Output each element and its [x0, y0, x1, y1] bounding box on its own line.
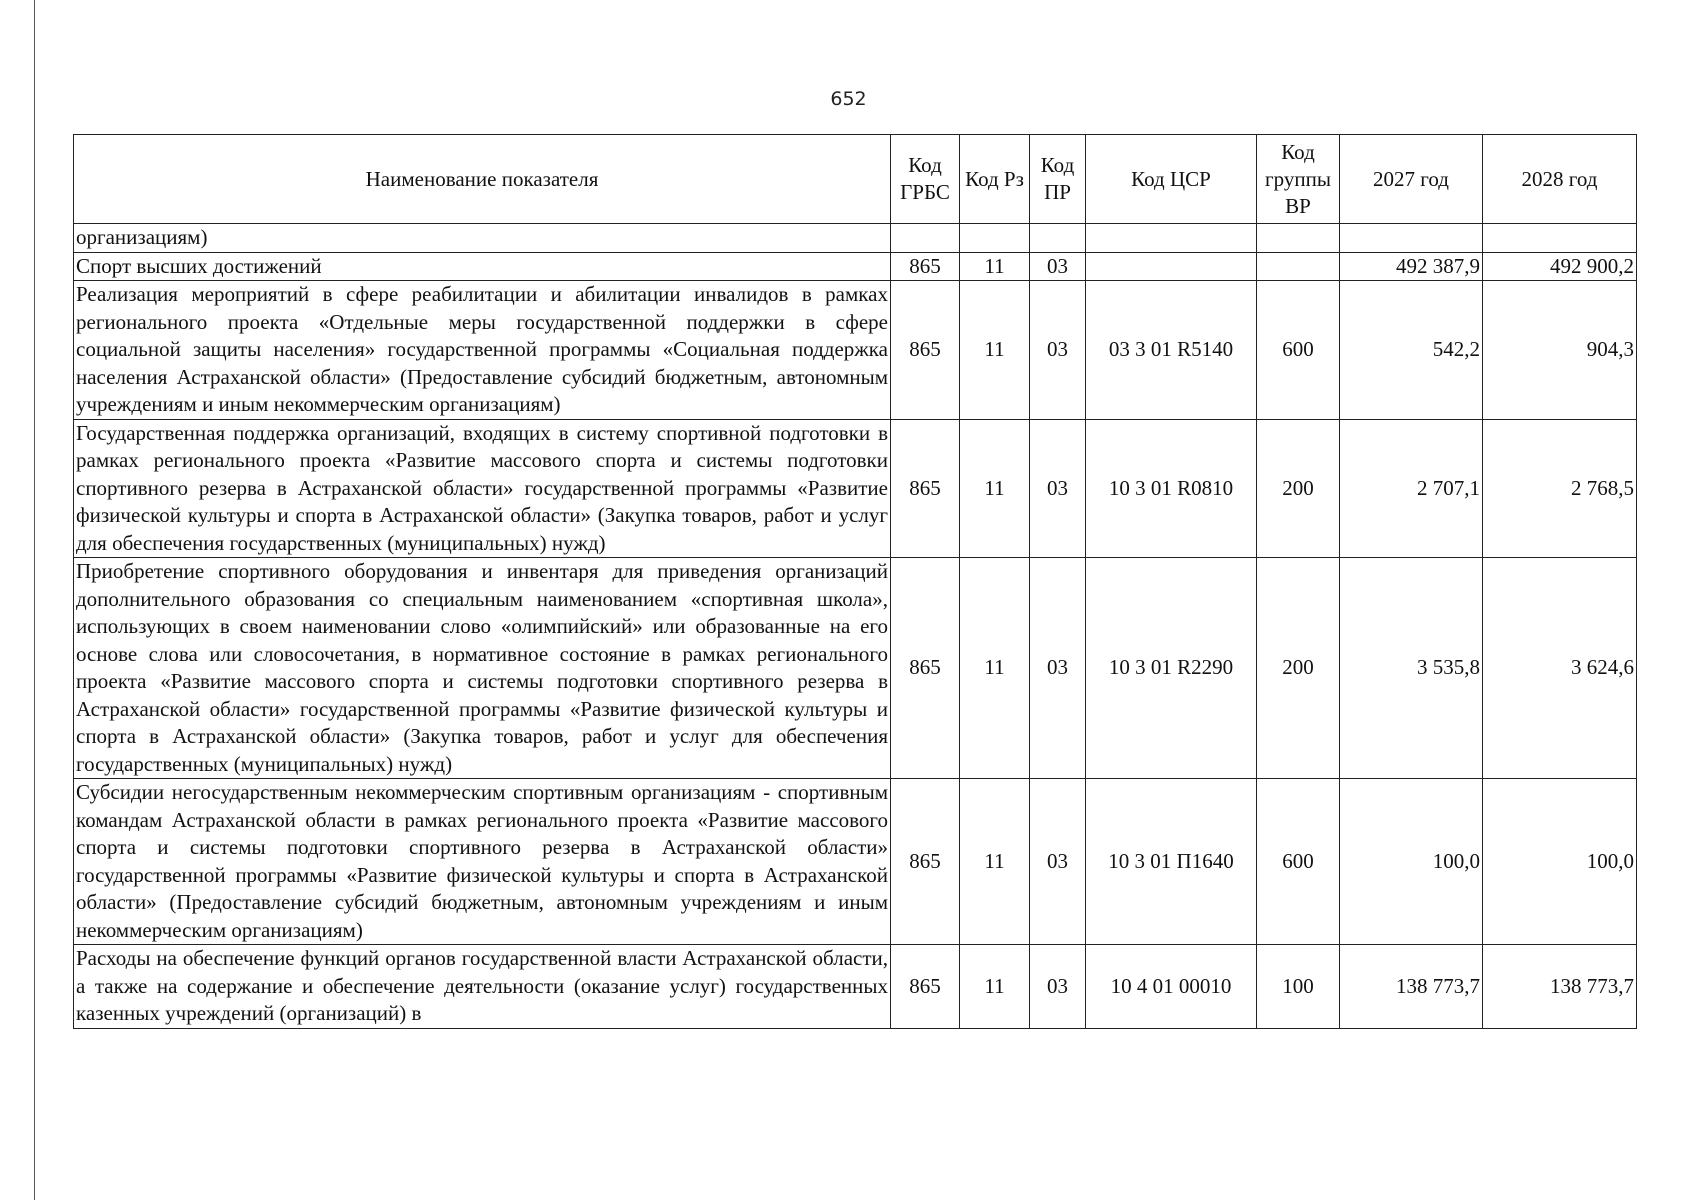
row-vr: 200 — [1257, 419, 1340, 558]
row-csr — [1086, 252, 1257, 281]
row-vr: 600 — [1257, 779, 1340, 945]
row-2028: 2 768,5 — [1483, 419, 1637, 558]
row-name: Субсидии негосударственным некоммерческим спортивным организациям - спортивным командам Астраханской области в рамках регионального проекта «Развитие массового спорта и системы подготовки спортивного резерва в Астраханской области» государственной программы «Развитие физической культуры и спорта в Астраханской области» (Предоставление субсидий бюджетным, автономным учреждениям и иным некоммерческим организациям) — [74, 779, 891, 945]
row-vr: 100 — [1257, 945, 1340, 1029]
row-rz — [960, 224, 1030, 253]
row-name: Реализация мероприятий в сфере реабилитации и абилитации инвалидов в рамках регионального проекта «Отдельные меры государственной поддержки в сфере социальной защиты населения» государственной программы «Социальная поддержка населения Астраханской области» (Предоставление субсидий бюджетным, автономным учреждениям и иным некоммерческим организациям) — [74, 281, 891, 420]
row-csr: 10 3 01 П1640 — [1086, 779, 1257, 945]
table-row — [74, 281, 1637, 420]
row-vr: 600 — [1257, 281, 1340, 420]
header-vr: Код группы ВР — [1257, 135, 1340, 224]
row-grbs: 865 — [891, 419, 960, 558]
row-grbs: 865 — [891, 281, 960, 420]
row-csr: 10 4 01 00010 — [1086, 945, 1257, 1029]
row-2027: 542,2 — [1340, 281, 1483, 420]
header-2027: 2027 год — [1340, 135, 1483, 224]
row-name: Расходы на обеспечение функций органов государственной власти Астраханской области, а также на содержание и обеспечение деятельности (оказание услуг) государственных казенных учреждений (организаций) в — [74, 945, 891, 1029]
header-rz: Код Рз — [960, 135, 1030, 224]
row-csr — [1086, 224, 1257, 253]
row-name: Спорт высших достижений — [74, 252, 891, 281]
row-2028: 100,0 — [1483, 779, 1637, 945]
row-pr: 03 — [1030, 281, 1086, 420]
row-csr: 03 3 01 R5140 — [1086, 281, 1257, 420]
row-grbs: 865 — [891, 779, 960, 945]
row-pr: 03 — [1030, 945, 1086, 1029]
row-pr: 03 — [1030, 779, 1086, 945]
header-grbs: Код ГРБС — [891, 135, 960, 224]
row-vr — [1257, 252, 1340, 281]
row-2028: 3 624,6 — [1483, 558, 1637, 779]
header-name: Наименование показателя — [74, 135, 891, 224]
row-rz: 11 — [960, 779, 1030, 945]
row-2027: 492 387,9 — [1340, 252, 1483, 281]
table-row — [74, 779, 1637, 945]
header-pr: Код ПР — [1030, 135, 1086, 224]
row-csr: 10 3 01 R2290 — [1086, 558, 1257, 779]
row-rz: 11 — [960, 558, 1030, 779]
row-pr: 03 — [1030, 252, 1086, 281]
row-grbs: 865 — [891, 945, 960, 1029]
row-rz: 11 — [960, 945, 1030, 1029]
budget-table — [73, 134, 1637, 1029]
row-grbs: 865 — [891, 252, 960, 281]
row-2028: 492 900,2 — [1483, 252, 1637, 281]
row-2027 — [1340, 224, 1483, 253]
row-2027: 2 707,1 — [1340, 419, 1483, 558]
row-csr: 10 3 01 R0810 — [1086, 419, 1257, 558]
table-row — [74, 252, 1637, 281]
header-csr: Код ЦСР — [1086, 135, 1257, 224]
row-2028 — [1483, 224, 1637, 253]
row-rz: 11 — [960, 252, 1030, 281]
row-name: Государственная поддержка организаций, входящих в систему спортивной подготовки в рамках регионального проекта «Развитие массового спорта и системы подготовки спортивного резерва в Астраханской области» государственной программы «Развитие физической культуры и спорта в Астраханской области» (Закупка товаров, работ и услуг для обеспечения государственных (муниципальных) нужд) — [74, 419, 891, 558]
page-number: 652 — [830, 88, 867, 110]
row-vr: 200 — [1257, 558, 1340, 779]
table-row — [74, 945, 1637, 1029]
row-2028: 904,3 — [1483, 281, 1637, 420]
row-rz: 11 — [960, 281, 1030, 420]
row-2027: 100,0 — [1340, 779, 1483, 945]
row-name: организациям) — [74, 224, 891, 253]
row-pr: 03 — [1030, 558, 1086, 779]
row-grbs — [891, 224, 960, 253]
row-vr — [1257, 224, 1340, 253]
table-row — [74, 558, 1637, 779]
header-2028: 2028 год — [1483, 135, 1637, 224]
row-2027: 138 773,7 — [1340, 945, 1483, 1029]
row-rz: 11 — [960, 419, 1030, 558]
row-2028: 138 773,7 — [1483, 945, 1637, 1029]
row-2027: 3 535,8 — [1340, 558, 1483, 779]
table-row — [74, 224, 1637, 253]
row-grbs: 865 — [891, 558, 960, 779]
header-row — [74, 135, 1637, 224]
row-name: Приобретение спортивного оборудования и инвентаря для приведения организаций дополнительного образования со специальным наименованием «спортивная школа», использующих в своем наименовании слово «олимпийский» или образованные на его основе слова или словосочетания, в нормативное состояние в рамках регионального проекта «Развитие массового спорта и системы подготовки спортивного резерва в Астраханской области» государственной программы «Развитие физической культуры и спорта в Астраханской области» (Закупка товаров, работ и услуг для обеспечения государственных (муниципальных) нужд) — [74, 558, 891, 779]
row-pr: 03 — [1030, 419, 1086, 558]
margin-rule — [34, 0, 35, 1200]
row-pr — [1030, 224, 1086, 253]
table-row — [74, 419, 1637, 558]
